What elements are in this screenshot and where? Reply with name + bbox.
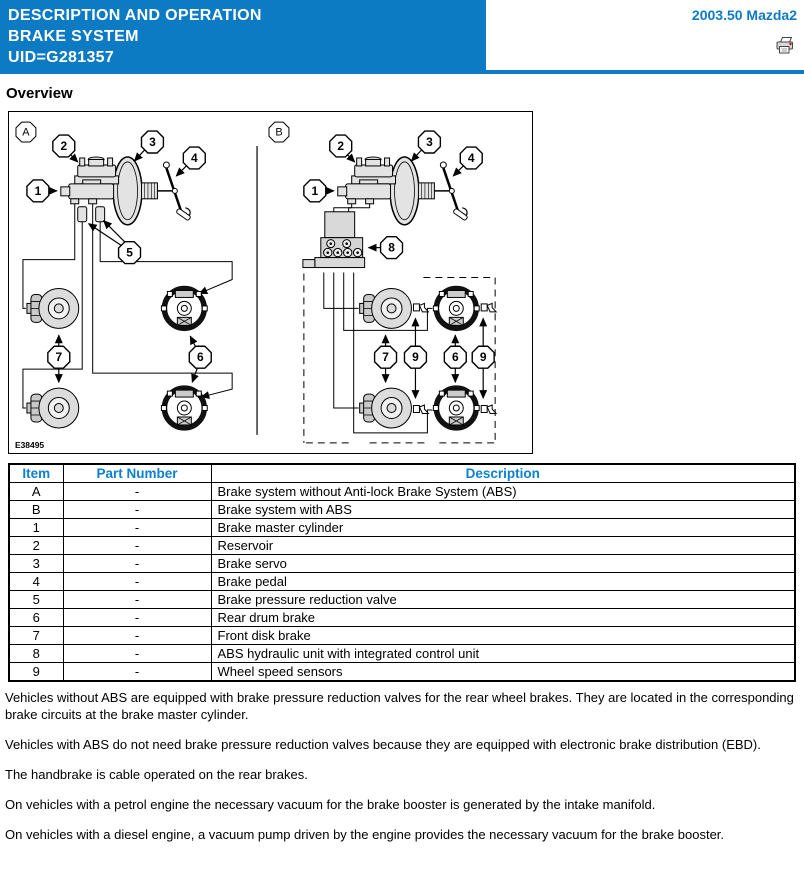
panel-b	[269, 122, 497, 443]
parts-table	[8, 463, 796, 682]
body-text	[5, 689, 796, 843]
svg-text:3: 3	[149, 135, 156, 150]
front-disk-brake	[360, 388, 412, 428]
svg-text:2: 2	[337, 139, 345, 154]
svg-text:1: 1	[311, 183, 319, 198]
table-row: A - Brake system without Anti-lock Brake System (ABS)	[9, 483, 795, 501]
callout-5	[119, 242, 141, 264]
front-disk-brake	[27, 288, 79, 328]
callout-3	[141, 131, 163, 153]
front-disk-brake	[27, 388, 79, 428]
callout-7	[48, 346, 70, 368]
rear-drum-brake	[161, 388, 207, 428]
wheel-speed-sensor	[481, 405, 496, 413]
callout-3	[418, 131, 440, 153]
table-header-row	[9, 464, 795, 483]
table-row: 1 - Brake master cylinder	[9, 519, 795, 537]
header-rule	[0, 70, 804, 74]
wheel-speed-sensor	[413, 405, 428, 413]
body-paragraph: On vehicles with a diesel engine, a vacuum pump driven by the engine provides the necessary vacuum for the brake booster.	[5, 827, 725, 842]
callout-4	[460, 147, 482, 169]
callout-2	[53, 135, 75, 157]
table-row: 3 - Brake servo	[9, 555, 795, 573]
table-row: 6 - Rear drum brake	[9, 609, 795, 627]
front-disk-brake	[360, 288, 412, 328]
section-heading: Overview	[6, 85, 73, 102]
table-row: 8 - ABS hydraulic unit with integrated control unit	[9, 645, 795, 663]
printer-icon	[775, 36, 795, 54]
svg-text:A: A	[22, 126, 30, 139]
panel-a	[16, 122, 232, 428]
svg-text:7: 7	[382, 350, 389, 365]
panel-a-label	[16, 122, 36, 142]
callout-2	[330, 135, 352, 157]
svg-text:B: B	[275, 126, 283, 139]
table-row: 9 - Wheel speed sensors	[9, 663, 795, 682]
figure-code: E38495	[14, 439, 45, 450]
svg-text:2: 2	[60, 139, 68, 154]
title-line-2: BRAKE SYSTEM	[8, 28, 139, 45]
callout-6	[189, 346, 211, 368]
callout-4	[183, 147, 205, 169]
page-header	[0, 0, 804, 74]
brake-pipe	[334, 273, 359, 408]
rear-drum-brake	[433, 288, 479, 328]
svg-text:6: 6	[451, 350, 459, 365]
model-label: 2003.50 Mazda2	[691, 7, 797, 23]
page-title	[8, 5, 262, 68]
svg-text:3: 3	[426, 135, 433, 150]
table-row: 2 - Reservoir	[9, 537, 795, 555]
body-paragraph: The handbrake is cable operated on the rear brakes.	[5, 767, 308, 782]
svg-text:4: 4	[190, 150, 198, 165]
rear-drum-brake	[433, 388, 479, 428]
callout-9	[472, 346, 494, 368]
brake-pipe	[93, 204, 232, 397]
reduction-valve-1	[78, 207, 87, 222]
panel-b-label	[269, 122, 289, 142]
svg-text:1: 1	[34, 183, 42, 198]
svg-text:8: 8	[388, 240, 395, 255]
svg-text:4: 4	[467, 150, 475, 165]
callout-1	[27, 180, 49, 202]
callout-6	[444, 346, 466, 368]
wheel-speed-sensor	[413, 303, 428, 311]
master-cylinder-assembly-b	[338, 157, 468, 225]
callout-8	[381, 237, 403, 259]
table-row: B - Brake system with ABS	[9, 501, 795, 519]
column-header-description: Description	[211, 464, 795, 483]
table-row: 7 - Front disk brake	[9, 627, 795, 645]
reduction-valve-2	[96, 207, 105, 222]
body-paragraph: Vehicles without ABS are equipped with brake pressure reduction valves for the rear wheel brakes. They are located in the corresponding brake circuits at the brake master cylinder.	[5, 690, 794, 722]
svg-text:6: 6	[196, 350, 204, 365]
table-row: 5 - Brake pressure reduction valve	[9, 591, 795, 609]
svg-text:9: 9	[412, 350, 419, 365]
callout-1	[304, 180, 326, 202]
brake-system-diagram	[9, 112, 532, 453]
column-header-item: Item	[9, 464, 63, 483]
body-paragraph: Vehicles with ABS do not need brake pressure reduction valves because they are equipped with electronic brake distribution (EBD).	[5, 737, 761, 752]
svg-text:5: 5	[126, 245, 133, 260]
title-line-1: DESCRIPTION AND OPERATION	[8, 7, 262, 24]
callout-9	[404, 346, 426, 368]
print-button[interactable]	[775, 36, 795, 54]
callout-7	[375, 346, 397, 368]
svg-text:9: 9	[479, 350, 487, 365]
wheel-speed-sensor	[481, 303, 496, 311]
brake-system-figure	[8, 111, 533, 454]
table-row: 4 - Brake pedal	[9, 573, 795, 591]
body-paragraph: On vehicles with a petrol engine the necessary vacuum for the brake booster is generated by the intake manifold.	[5, 797, 656, 812]
column-header-part-number: Part Number	[63, 464, 211, 483]
abs-hydraulic-unit	[303, 212, 365, 268]
title-line-3: UID=G281357	[8, 49, 115, 66]
rear-drum-brake	[161, 288, 207, 328]
svg-text:7: 7	[55, 350, 63, 365]
